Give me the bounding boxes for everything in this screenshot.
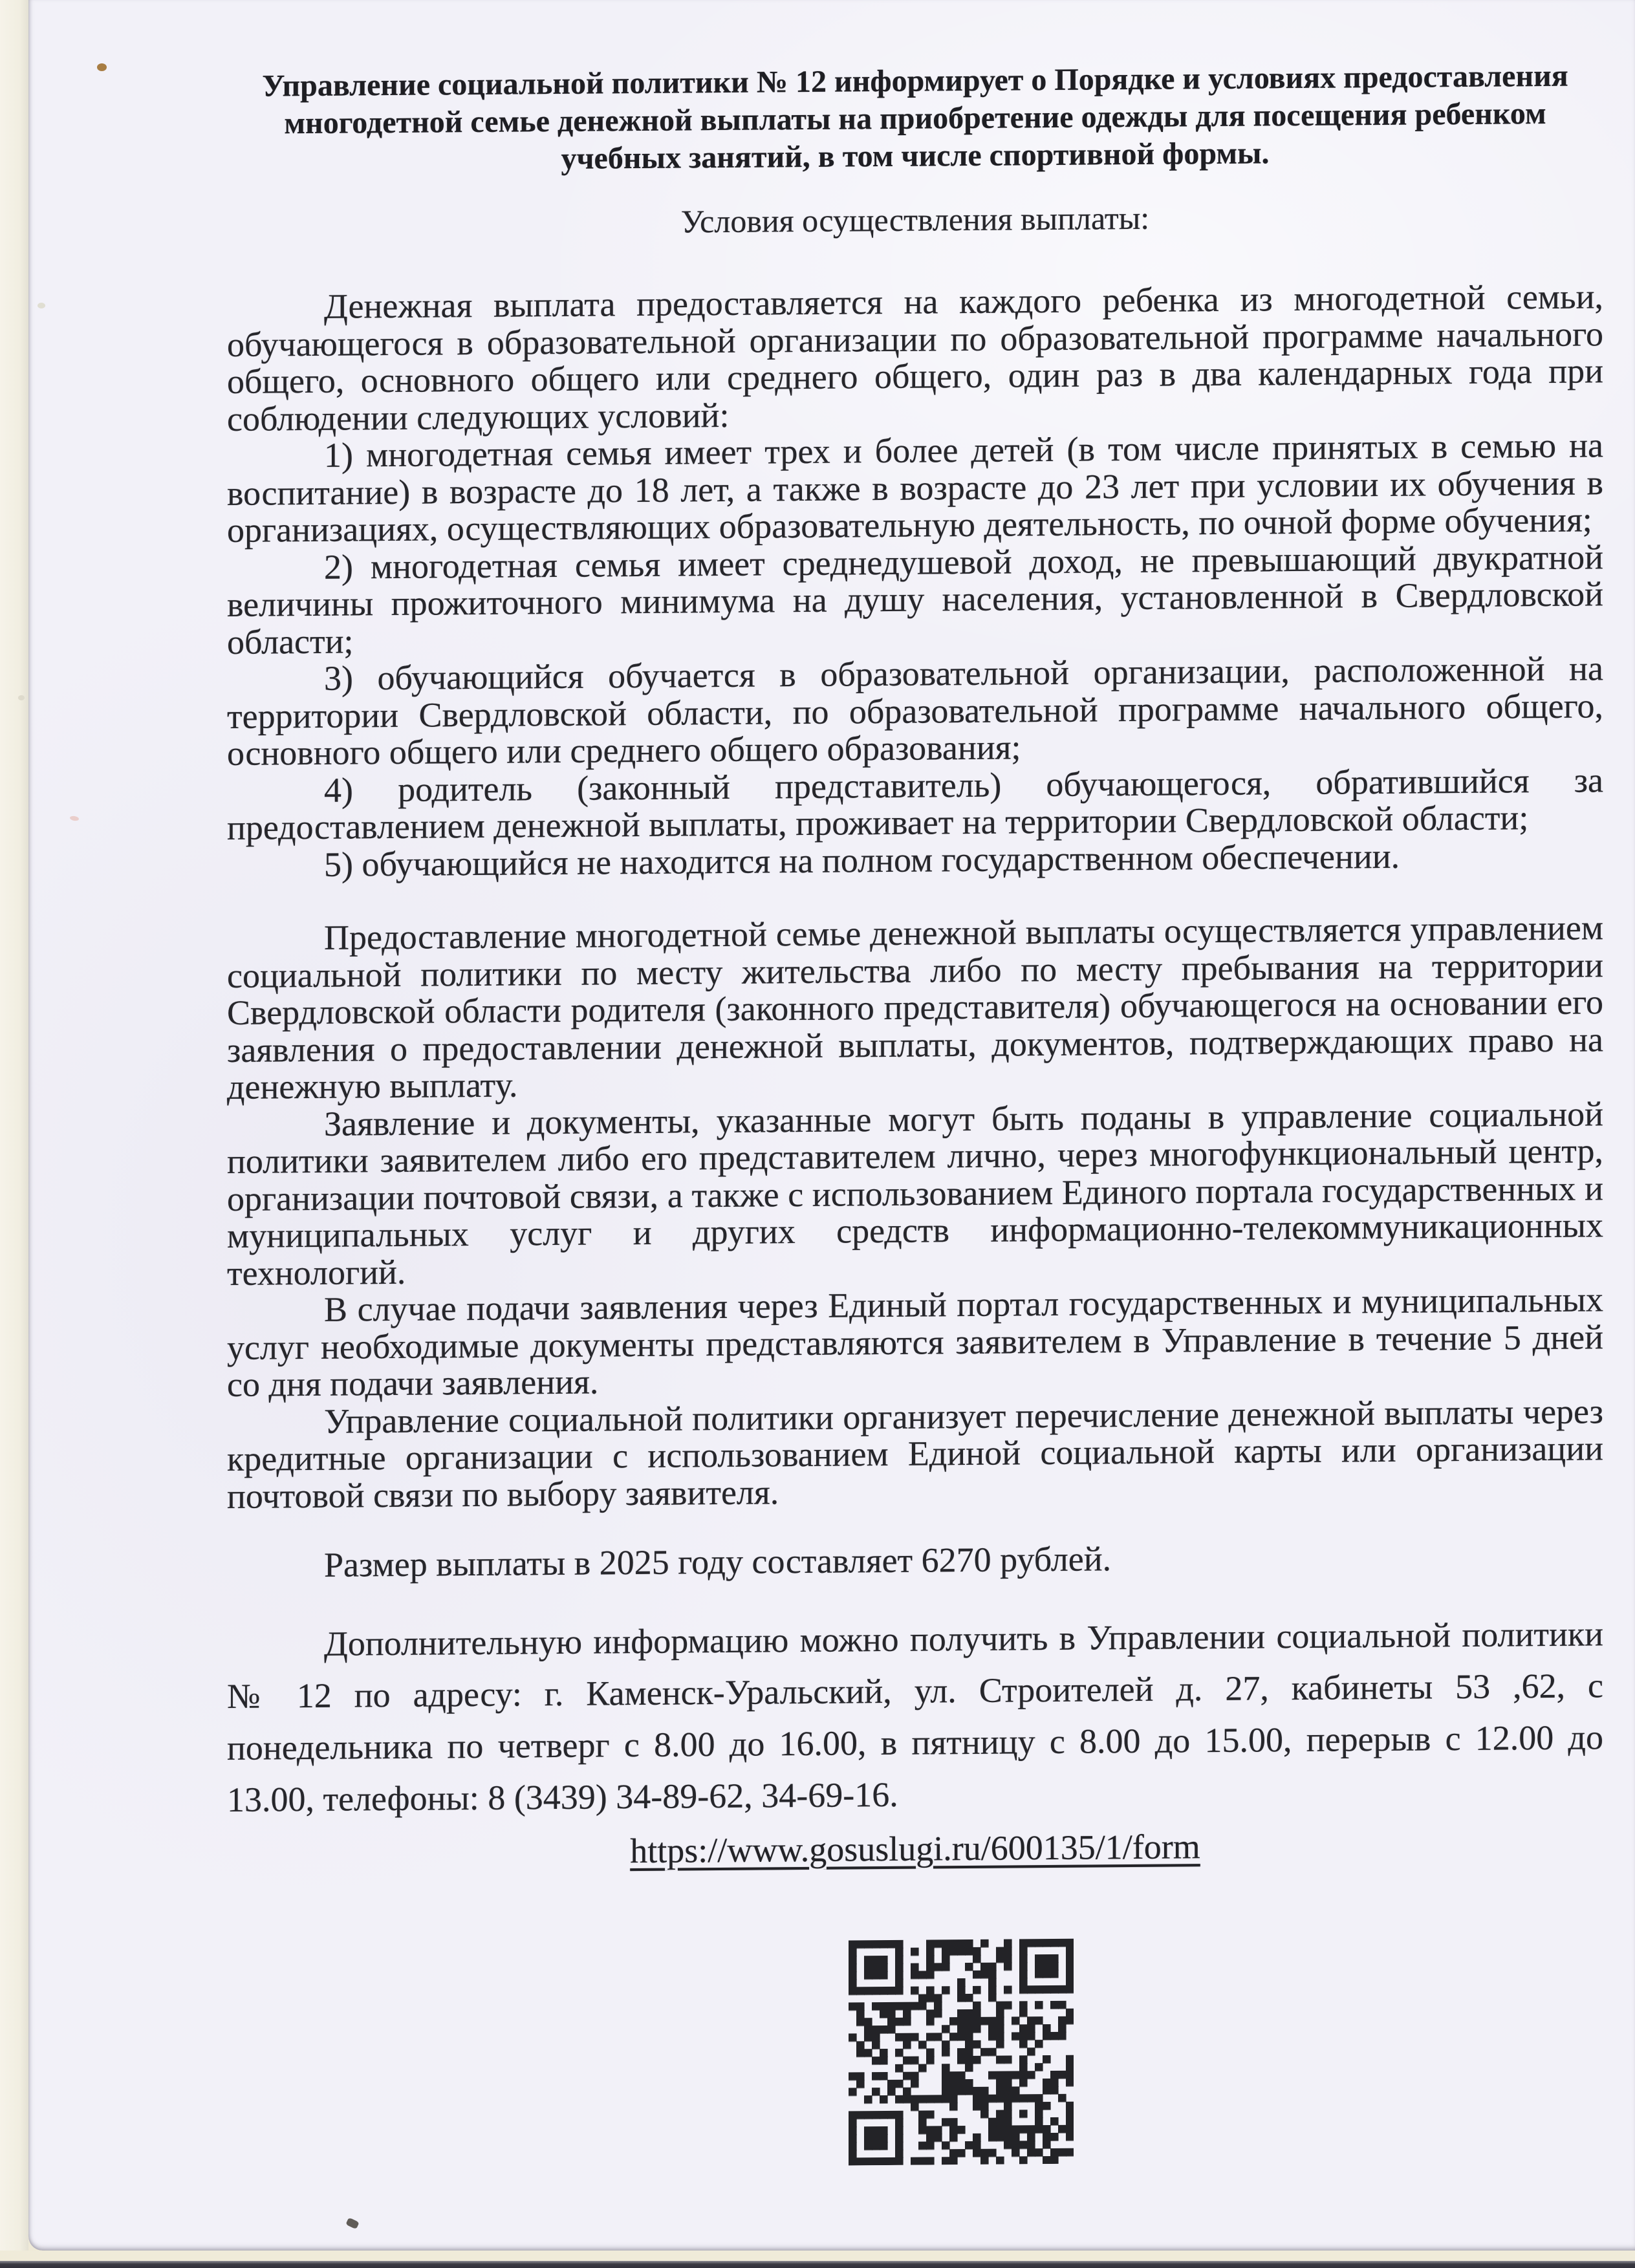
list-item-4: 4) родитель (законный представитель) обучающегося, обратившийся за предоставлением денежной выплаты, проживает на территории Свердловской области; [227,760,1603,847]
scan-speck-dark [345,2218,359,2229]
paragraph-eportal: В случае подачи заявления через Единый портал государственных и муниципальных услуг необходимые документы представляются заявителем в Управление в течение 5 дней со дня подачи заявления. [227,1280,1603,1404]
qr-code [849,1939,1074,2166]
qr-row [227,1934,1603,2170]
gosuslugi-link[interactable]: https://www.gosuslugi.ru/600135/1/form [630,1826,1200,1870]
scan-speck-gray-2 [18,695,25,700]
paper-sheet [28,0,1635,2251]
scan-speck-brown [97,63,107,71]
paragraph-transfer: Управление социальной политики организует перечисление денежной выплаты через кредитные организации с использованием Единой социальной карты или организации почтовой связи по выбору заявителя. [227,1391,1603,1516]
paragraph-provision: Предоставление многодетной семье денежной выплаты осуществляется управлением социальной политики по месту жительства либо по месту пребывания на территории Свердловской области родителя (законного представителя) обучающегося на основании его заявления о предоставлении денежной выплаты, документов, подтверждающих право на денежную выплату. [227,908,1603,1107]
scanner-bed-strip [0,2251,1635,2261]
link-row [227,1825,1603,1873]
scan-speck-pink [69,815,79,821]
document-content [227,0,1603,2170]
paragraph-conditions-intro: Денежная выплата предоставляется на каждого ребенка из многодетной семьи, обучающегося в образовательной организации по образовательной программе начального общего, основного общего или среднего общего, один раз в два календарных года при соблюдении следующих условий: [227,277,1603,438]
section-heading: Условия осуществления выплаты: [680,199,1150,240]
page-title: Управление социальной политики № 12 информирует о Порядке и условиях предоставления многодетной семье денежной выплаты на приобретение одежды для посещения ребенком учебных занятий, в том числе спортивной формы. [262,58,1568,176]
list-item-5: 5) обучающийся не находится на полном государственном обеспечении. [324,836,1400,884]
scanner-edge-strip [0,0,28,2261]
scan-speck-gray [38,303,45,308]
scanner-bed-shadow [0,2261,1635,2268]
payment-amount: Размер выплаты в 2025 году составляет 6270 рублей. [324,1539,1112,1584]
list-item-1: 1) многодетная семья имеет трех и более детей (в том числе принятых в семью на воспитание) в возрасте до 18 лет, а также в возрасте до 23 лет при условии их обучения в организациях, осуществляющих образовательную деятельность, по очной форме обучения; [227,426,1603,550]
paragraph-application: Заявление и документы, указанные могут быть поданы в управление социальной политики заявителем либо его представителем лично, через многофункциональный центр, организации почтовой связи, а также с использованием Единого портала государственных и муниципальных услуг и других средств информационно-телекоммуникационных технологий. [227,1094,1603,1293]
list-item-2: 2) многодетная семья имеет среднедушевой доход, не превышающий двукратной величины прожиточного минимума на душу населения, установленной в Свердловской области; [227,537,1603,662]
contact-info: Дополнительную информацию можно получить в Управлении социальной политики № 12 по адресу: г. Каменск-Уральский, ул. Строителей д. 27, кабинеты 53 ,62, с понедельника по четверг с 8.00 до 16.00, в пятницу с 8.00 до 15.00, перерыв с 12.00 до 13.00, телефоны: 8 (3439) 34-89-62, 34-69-16. [227,1614,1603,1819]
list-item-3: 3) обучающийся обучается в образовательной организации, расположенной на территории Свердловской области, по образовательной программе начального общего, основного общего или среднего общего образования; [227,649,1603,773]
